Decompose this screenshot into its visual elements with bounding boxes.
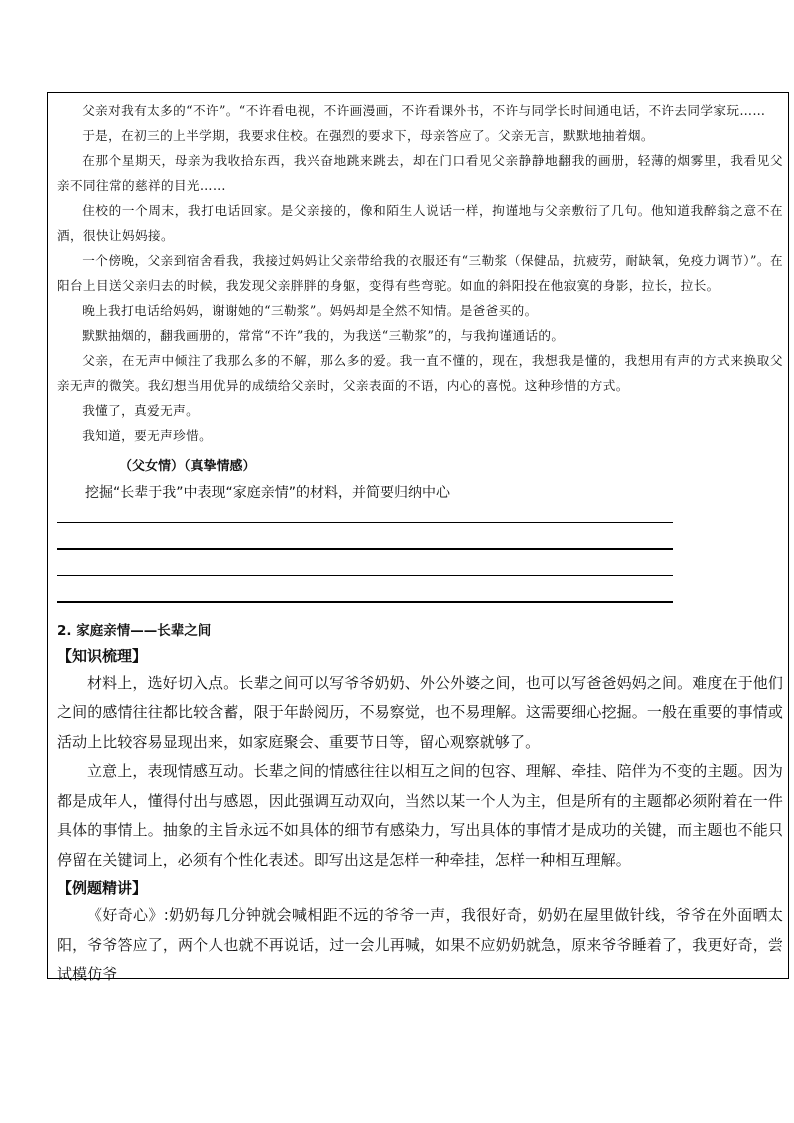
answer-line[interactable] (57, 575, 673, 576)
story-paragraph: 我懂了，真爱无声。 (82, 403, 200, 418)
knowledge-body (57, 669, 783, 876)
knowledge-heading: 【知识梳理】 (57, 646, 148, 665)
story-paragraph: 父亲，在无声中倾注了我那么多的不解，那么多的爱。我一直不懂的，现在，我想我是懂的，我想用有声的方式来换取父亲无声的微笑。我幻想当用优异的成绩给父亲时，父亲表面的不语，内心的喜悦。这种珍惜的方式。 (57, 353, 783, 393)
section-title: 2. 家庭亲情——长辈之间 (57, 622, 212, 639)
answer-line[interactable] (57, 548, 673, 549)
knowledge-paragraph: 立意上，表现情感互动。长辈之间的情感往往以相互之间的包容、理解、牵挂、陪伴为不变的主题。因为都是成年人，懂得付出与感恩，因此强调互动双向，当然以某一个人为主，但是所有的主题都必须附着在一件具体的事情上。抽象的主旨永远不如具体的细节有感染力，写出具体的事情才是成功的关键，而主题也不能只停留在关键词上，必须有个性化表述。即写出这是怎样一种牵挂，怎样一种相互理解。 (57, 762, 783, 869)
answer-line[interactable] (57, 522, 673, 523)
story-paragraph: 于是，在初三的上半学期，我要求住校。在强烈的要求下，母亲答应了。父亲无言，默默地抽着烟。 (82, 128, 654, 143)
story-paragraph: 默默抽烟的，翻我画册的，常常“不许”我的，为我送“三勒浆”的，与我拘谨通话的。 (82, 328, 565, 343)
story-excerpt (57, 98, 783, 448)
story-paragraph: 晚上我打电话给妈妈，谢谢她的“三勒浆”。妈妈却是全然不知情。是爸爸买的。 (82, 303, 538, 318)
story-paragraph: 一个傍晚，父亲到宿舍看我，我接过妈妈让父亲带给我的衣服还有“三勒浆（保健品，抗疲劳，耐缺氧，免疫力调节）”。在阳台上目送父亲归去的时候，我发现父亲胖胖的身躯，变得有些弯驼。如血的斜阳投在他寂寞的身影，拉长，拉长。 (57, 253, 783, 293)
task-prompt: 挖掘“长辈于我”中表现“家庭亲情”的材料，并简要归纳中心 (85, 485, 451, 501)
knowledge-paragraph: 材料上，选好切入点。长辈之间可以写爷爷奶奶、外公外婆之间，也可以写爸爸妈妈之间。难度在于他们之间的感情往往都比较含蓄，限于年龄阅历，不易察觉，也不易理解。这需要细心挖掘。一般在重要的事情或活动上比较容易显现出来，如家庭聚会、重要节日等，留心观察就够了。 (57, 673, 783, 751)
story-paragraph: 父亲对我有太多的“不许”。“不许看电视，不许画漫画，不许看课外书，不许与同学长时间通电话，不许去同学家玩…… (82, 103, 766, 118)
story-paragraph: 住校的一个周末，我打电话回家。是父亲接的，像和陌生人说话一样，拘谨地与父亲敷衍了几句。他知道我醉翁之意不在酒，很快让妈妈接。 (57, 203, 783, 243)
answer-line[interactable] (57, 601, 673, 602)
example-body (57, 901, 783, 990)
story-paragraph: 我知道，要无声珍惜。 (82, 428, 213, 443)
answer-lines[interactable] (57, 522, 783, 603)
example-heading: 【例题精讲】 (57, 879, 148, 898)
example-paragraph: 《好奇心》:奶奶每几分钟就会喊相距不远的爷爷一声，我很好奇，奶奶在屋里做针线，爷爷在外面晒太阳，爷爷答应了，两个人也就不再说话，过一会儿再喊，如果不应奶奶就急，原来爷爷睡着了，我更好奇，尝试模仿爷 (57, 906, 783, 984)
document-content (57, 98, 783, 990)
story-paragraph: 在那个星期天，母亲为我收拾东西，我兴奋地跳来跳去，却在门口看见父亲静静地翻我的画册，轻薄的烟雾里，我看见父亲不同往常的慈祥的目光…… (57, 153, 783, 193)
story-theme-tag: （父女情）（真挚情感） (119, 459, 256, 474)
